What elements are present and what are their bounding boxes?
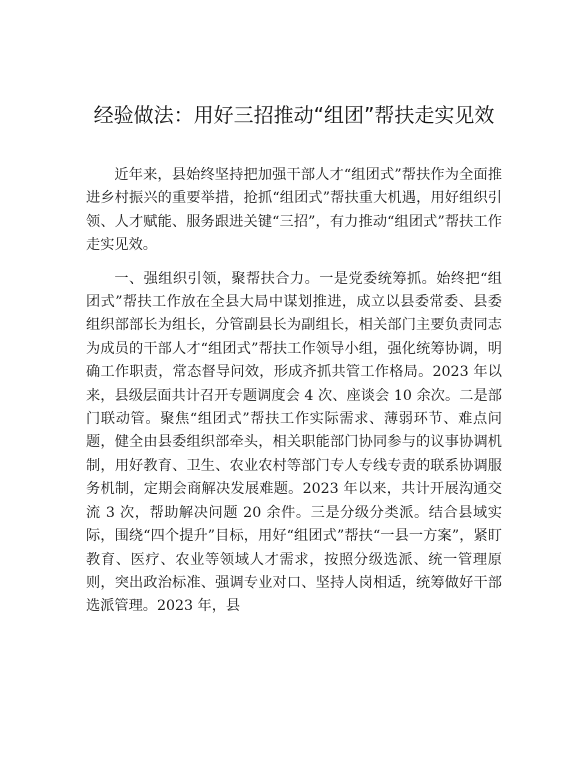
paragraph-intro: 近年来，县始终坚持把加强干部人才“组团式”帮扶作为全面推进乡村振兴的重要举措，抢抓“组团式”帮扶重大机遇，用好组织引领、人才赋能、服务跟进关键“三招”，有力推动“组团式”帮扶工作走实见效。 <box>86 167 502 254</box>
paragraph-section-one: 一、强组织引领，聚帮扶合力。一是党委统筹抓。始终把“组团式”帮扶工作放在全县大局中谋划推进，成立以县委常委、县委组织部部长为组长，分管副县长为副组长，相关部门主要负责同志为成员的干部人才“组团式”帮扶工作领导小组，强化统筹协调，明确工作职责，常态督导问效，形成齐抓共管工作格局。2023 年以来，县级层面共计召开专题调度会 4 次、座谈会 10 余次。二是部门联动管。聚焦“组团式”帮扶工作实际需求、薄弱环节、难点问题，健全由县委组织部牵头，相关职能部门协同参与的议事协调机制，用好教育、卫生、农业农村等部门专人专线专责的联系协调服务机制，定期会商解决发展难题。2023 年以来，共计开展沟通交流 3 次，帮助解决问题 20 余件。三是分级分类派。结合县域实际，围绕“四个提升”目标，用好“组团式”帮扶“一县一方案”，紧盯教育、医疗、农业等领域人才需求，按照分级选派、统一管理原则，突出政治标准、强调专业对口、坚持人岗相适，统筹做好干部选派管理。2023 年，县 <box>86 270 502 615</box>
document-body <box>86 164 502 629</box>
document-title: 经验做法：用好三招推动“组团”帮扶走实见效 <box>93 103 495 127</box>
